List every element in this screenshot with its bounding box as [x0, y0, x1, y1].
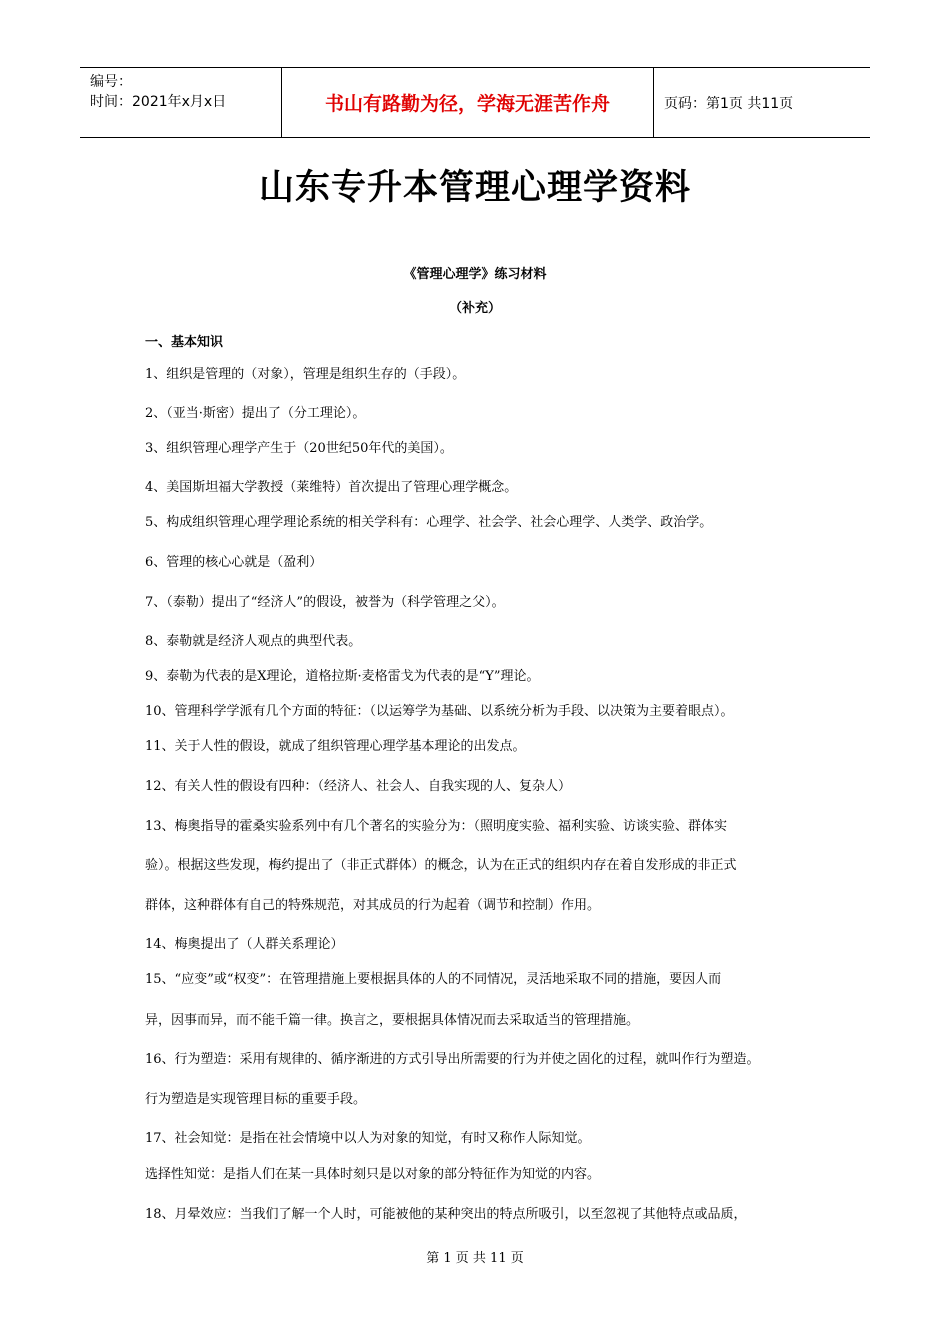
header-left-cell	[80, 68, 281, 137]
number-label: 编号：	[90, 74, 132, 90]
body-line: 2、（亚当·斯密）提出了（分工理论）。	[145, 406, 366, 421]
body-line: 12、有关人性的假设有四种：（经济人、社会人、自我实现的人、复杂人）	[145, 779, 572, 794]
body-line: 行为塑造是实现管理目标的重要手段。	[145, 1092, 367, 1107]
body-line: 5、构成组织管理心理学理论系统的相关学科有：心理学、社会学、社会心理学、人类学、政治学。	[145, 515, 713, 530]
header-motto-cell	[281, 68, 654, 137]
body-line: 4、美国斯坦福大学教授（莱维特）首次提出了管理心理学概念。	[145, 480, 518, 495]
body-line: 10、管理科学学派有几个方面的特征：（以运筹学为基础、以系统分析为手段、以决策为主要着眼点）。	[145, 704, 734, 719]
body-line: 选择性知觉：是指人们在某一具体时刻只是以对象的部分特征作为知觉的内容。	[145, 1167, 601, 1182]
body-line: 16、行为塑造：采用有规律的、循序渐进的方式引导出所需要的行为并使之固化的过程，就叫作行为塑造。	[145, 1052, 760, 1067]
body-line: 18、月晕效应：当我们了解一个人时，可能被他的某种突出的特点所吸引，以至忽视了其他特点或品质，	[145, 1207, 747, 1222]
body-line: 8、泰勒就是经济人观点的典型代表。	[145, 634, 362, 649]
header-page-cell	[654, 68, 870, 137]
page-footer: 第 1 页 共 11 页	[426, 1251, 524, 1266]
body-line: 17、社会知觉：是指在社会情境中以人为对象的知觉，有时又称作人际知觉。	[145, 1131, 591, 1146]
document-subtitle-supplement: （补充）	[448, 301, 501, 316]
page-header	[80, 67, 870, 138]
motto-text: 书山有路勤为径，学海无涯苦作舟	[324, 93, 610, 115]
document-title: 山东专升本管理心理学资料	[258, 168, 691, 208]
body-line: 15、“应变”或“权变”：在管理措施上要根据具体的人的不同情况，灵活地采取不同的措施，要因人而	[145, 972, 722, 987]
body-line: 14、梅奥提出了（人群关系理论）	[145, 937, 344, 952]
body-line: 11、关于人性的假设，就成了组织管理心理学基本理论的出发点。	[145, 739, 526, 754]
time-label: 时间：2021年x月x日	[90, 94, 227, 110]
body-line: 验）。根据这些发现，梅约提出了（非正式群体）的概念，认为在正式的组织内存在着自发形成的非正式	[145, 858, 737, 873]
body-line: 群体，这种群体有自己的特殊规范，对其成员的行为起着（调节和控制）作用。	[145, 898, 601, 913]
document-subtitle: 《管理心理学》练习材料	[403, 267, 547, 282]
page-info: 页码：第1页 共11页	[664, 95, 794, 112]
section-heading: 一、基本知识	[145, 335, 224, 350]
body-line: 7、（泰勒）提出了“经济人”的假设，被誉为（科学管理之父）。	[145, 595, 505, 610]
body-line: 6、管理的核心心就是（盈利）	[145, 555, 323, 570]
body-line: 9、泰勒为代表的是X理论，道格拉斯·麦格雷戈为代表的是“Y”理论。	[145, 669, 540, 684]
body-line: 异，因事而异，而不能千篇一律。换言之，要根据具体情况而去采取适当的管理措施。	[145, 1013, 640, 1028]
body-line: 1、组织是管理的（对象），管理是组织生存的（手段）。	[145, 367, 466, 382]
body-line: 3、组织管理心理学产生于（20世纪50年代的美国）。	[145, 441, 453, 456]
body-line: 13、梅奥指导的霍桑实验系列中有几个著名的实验分为：（照明度实验、福利实验、访谈实验、群体实	[145, 819, 728, 834]
